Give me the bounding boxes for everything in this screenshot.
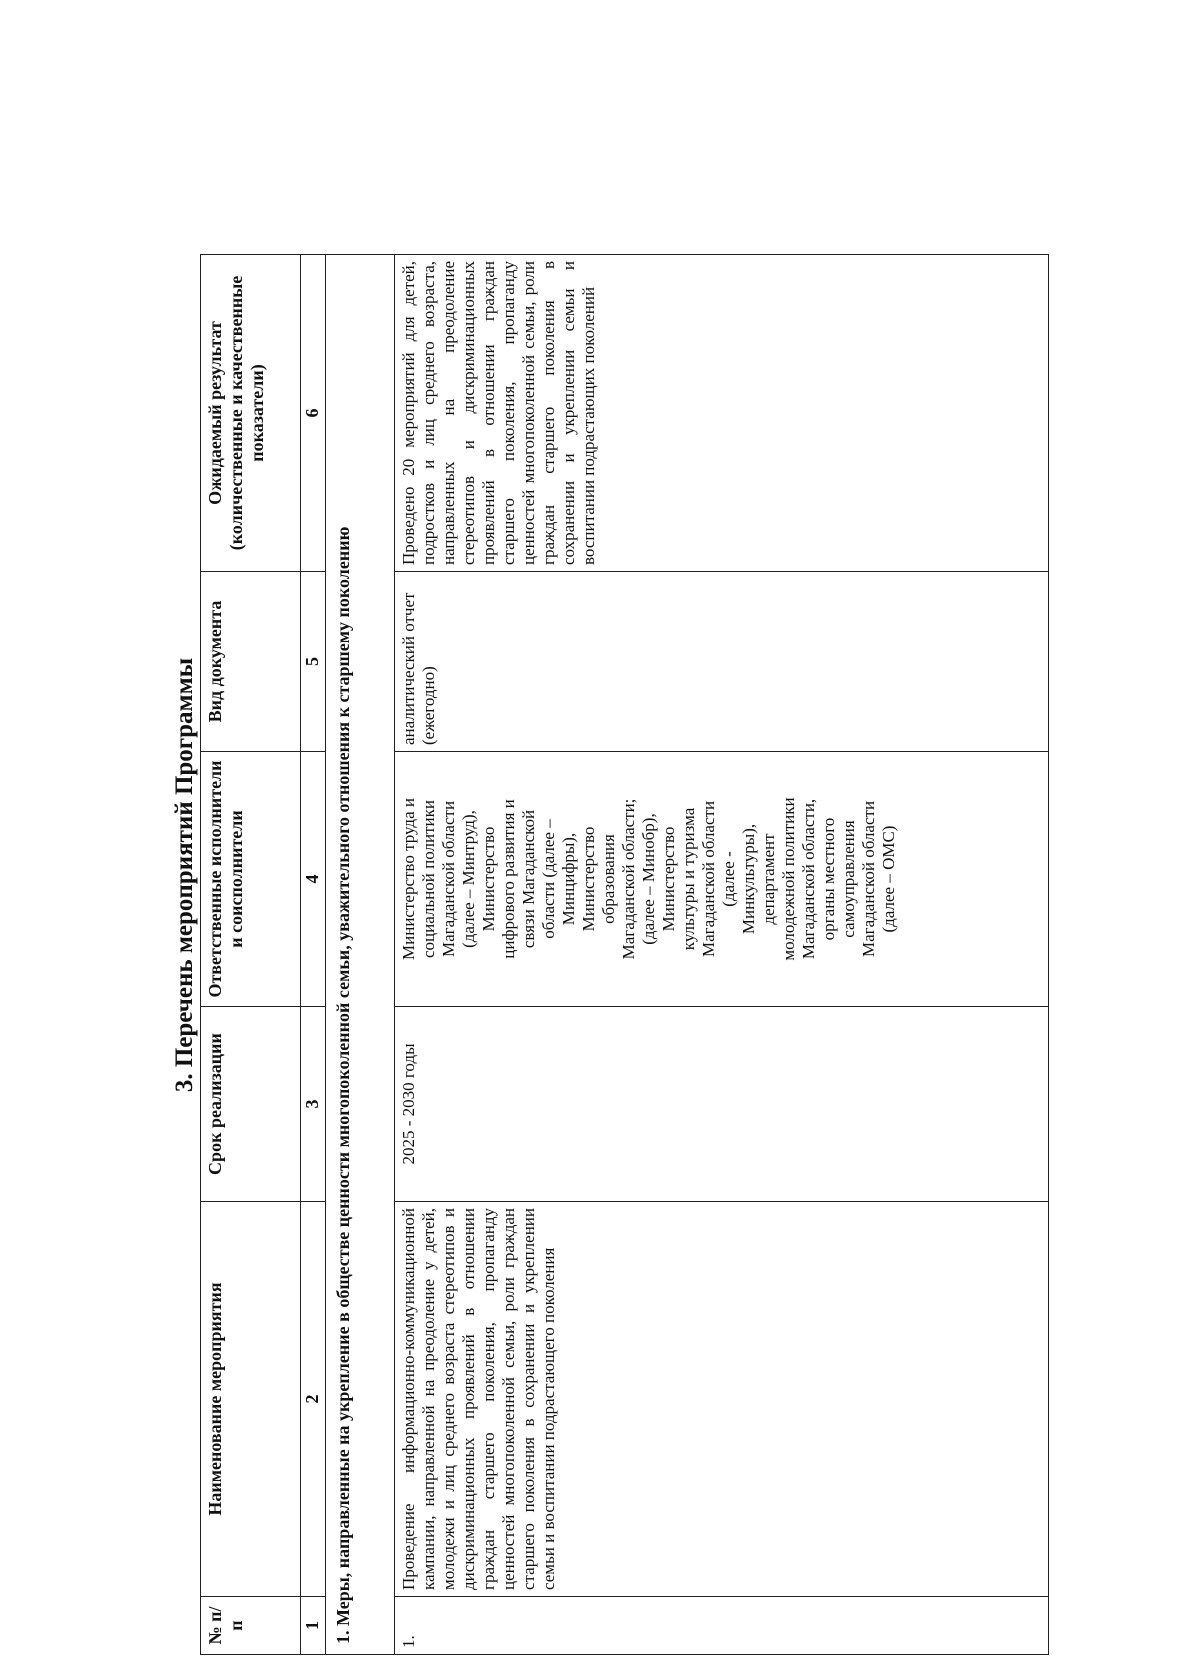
header-name: Наименование мероприятия bbox=[201, 1202, 301, 1597]
header-term: Срок реализации bbox=[201, 1007, 301, 1202]
activity-name: Проведение информационно-коммуникационной кампании, направленной на преодоление у детей, молодежи и лиц среднего возраста стереотипов и дискриминационных проявлений в отношении граждан старшего поколения, пропаганду ценностей многопоколенной семьи, роли граждан старшего поколения в сохранении и укреплении семьи и воспитании подрастающего поколения bbox=[395, 1202, 1049, 1597]
program-activities-table bbox=[200, 254, 1049, 1655]
section-row bbox=[326, 255, 395, 1655]
column-number: 3 bbox=[301, 1007, 326, 1202]
executor-line: культуры и туризма bbox=[679, 807, 698, 951]
header-result: Ожидаемый результат (количественные и качественные показатели) bbox=[201, 255, 301, 572]
column-number: 2 bbox=[301, 1202, 326, 1597]
document-type: аналитический отчет (ежегодно) bbox=[395, 572, 1049, 752]
executor-line: (далее – Минтруд), bbox=[459, 810, 478, 948]
executor-line: Министерство bbox=[579, 826, 598, 932]
executor-line: департамент bbox=[759, 833, 778, 925]
section-title: 1. Меры, направленные на укрепление в обществе ценности многопоколенной семьи, уважительного отношения к старшему поколению bbox=[326, 255, 395, 1655]
responsible-executors bbox=[395, 752, 1049, 1007]
executor-line: Министерство труда и bbox=[399, 798, 418, 960]
table-header-row bbox=[201, 255, 301, 1655]
executor-line: Министерство bbox=[659, 826, 678, 932]
executor-line: молодежной политики bbox=[779, 797, 798, 961]
rotated-page bbox=[165, 95, 1090, 1655]
table-row bbox=[395, 255, 1049, 1655]
header-doc-type: Вид документа bbox=[201, 572, 301, 752]
executor-line: Министерство bbox=[479, 826, 498, 932]
executor-line: цифрового развития и bbox=[499, 799, 518, 959]
executor-line: (далее – Минобр), bbox=[639, 813, 658, 945]
executor-line: области (далее – bbox=[539, 819, 558, 939]
column-number: 5 bbox=[301, 572, 326, 752]
executor-line: самоуправления bbox=[839, 820, 858, 938]
executor-line: Магаданской области bbox=[859, 800, 878, 958]
header-executors: Ответственные исполнители и соисполнители bbox=[201, 752, 301, 1007]
executor-line: образования bbox=[599, 834, 618, 924]
expected-result: Проведено 20 мероприятий для детей, подростков и лиц среднего возраста, направленных на преодоление стереотипов и дискриминационных проявлений в отношении граждан старшего поколения, пропаганду ценностей многопоколенной семьи, роли граждан старшего поколения в сохранении и укреплении семьи и воспитании подрастающих поколений bbox=[395, 255, 1049, 572]
executor-line: связи Магаданской bbox=[519, 809, 538, 949]
executor-line: (далее – ОМС) bbox=[879, 825, 898, 933]
executor-line: Минцифры), bbox=[559, 832, 578, 926]
executor-line: Магаданской области bbox=[439, 800, 458, 958]
column-number: 6 bbox=[301, 255, 326, 572]
executor-line: Магаданской области; bbox=[619, 798, 638, 960]
document-title: 3. Перечень мероприятий Программы bbox=[171, 657, 198, 1093]
executor-line: (далее - bbox=[719, 851, 738, 907]
executor-line: Магаданской области, bbox=[799, 798, 818, 960]
column-numbers-row bbox=[301, 255, 326, 1655]
header-num: № п/п bbox=[201, 1597, 301, 1655]
executor-line: органы местного bbox=[819, 817, 838, 941]
executor-line: Минкультуры), bbox=[739, 823, 758, 935]
column-number: 1 bbox=[301, 1597, 326, 1655]
column-number: 4 bbox=[301, 752, 326, 1007]
row-number: 1. bbox=[395, 1597, 1049, 1655]
implementation-term: 2025 - 2030 годы bbox=[395, 1007, 1049, 1202]
executor-line: Магаданской области bbox=[699, 800, 718, 958]
executor-line: социальной политики bbox=[419, 800, 438, 958]
